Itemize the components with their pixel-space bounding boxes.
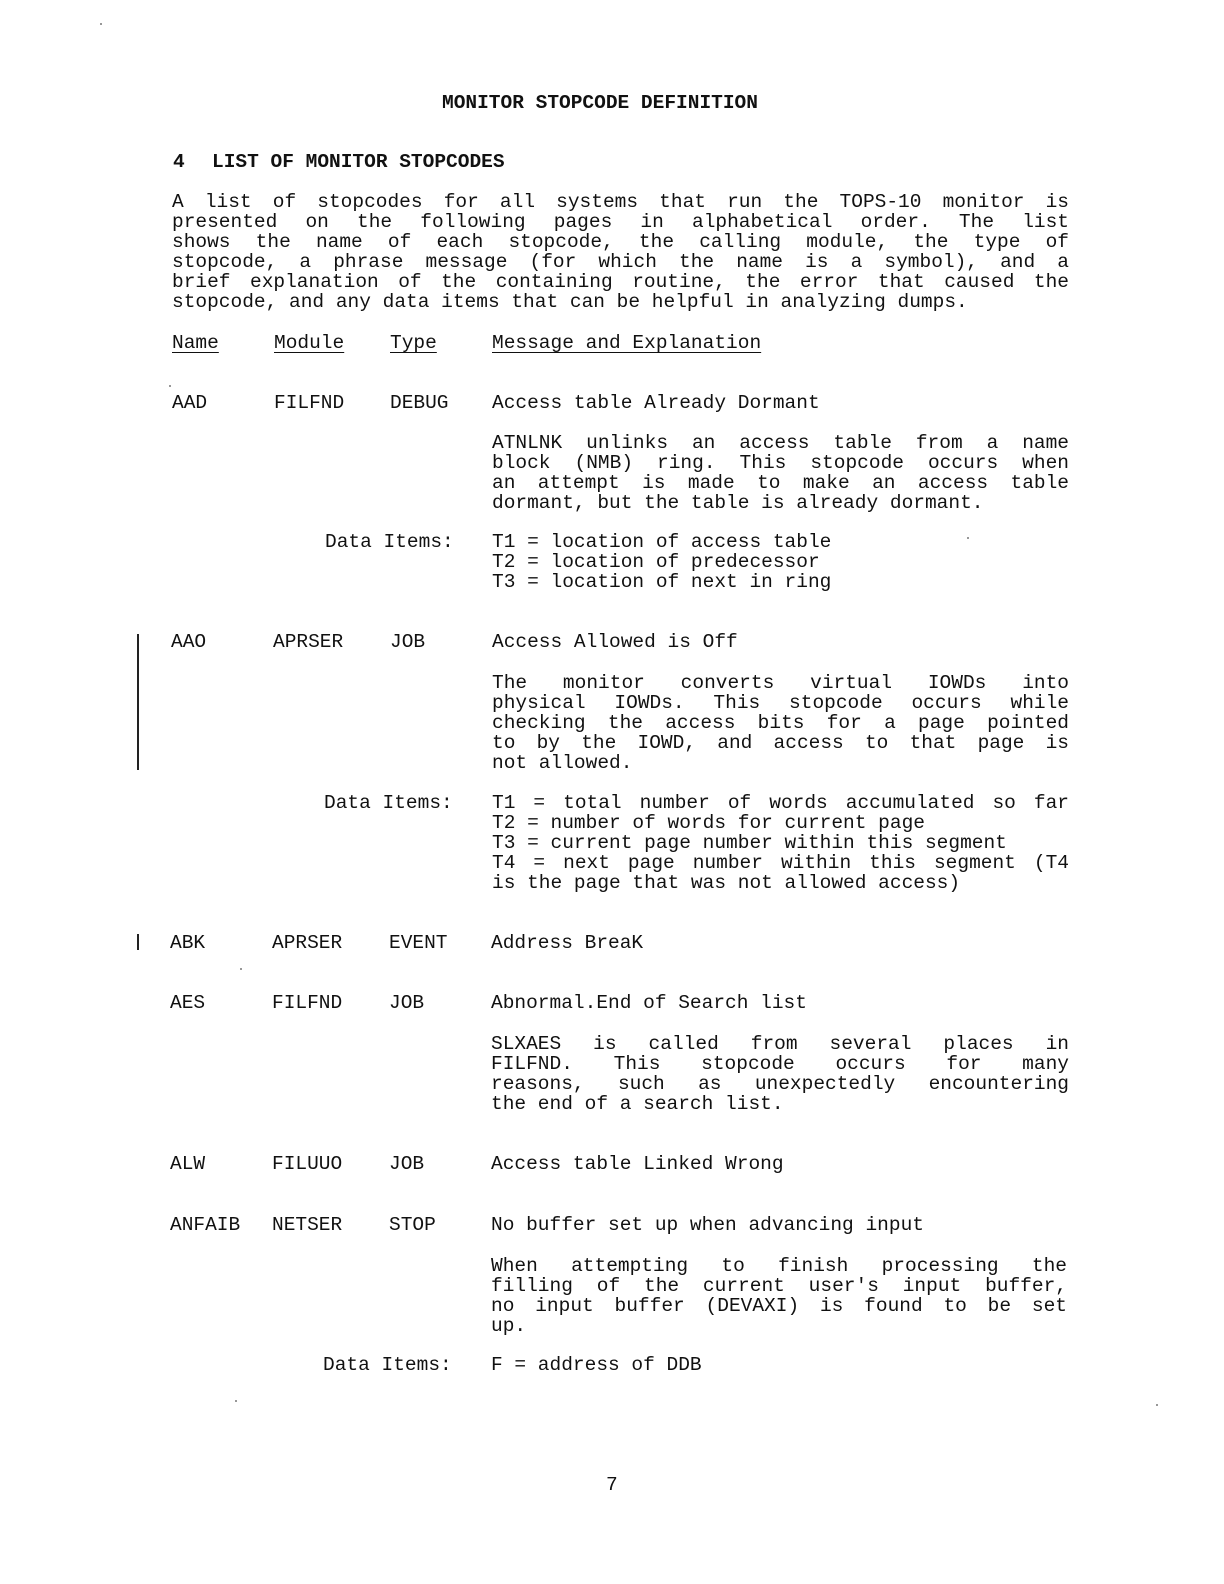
stopcode-name: AAD <box>172 392 208 414</box>
scan-speck <box>100 23 102 25</box>
explanation-line: up. <box>491 1315 527 1337</box>
change-bar <box>137 654 139 770</box>
explanation-line: to by the IOWD, and access to that page is <box>492 732 1069 754</box>
explanation-line: dormant, but the table is already dormant. <box>492 492 984 514</box>
page-number: 7 <box>606 1474 618 1496</box>
stopcode-explanation <box>492 433 1069 513</box>
stopcode-name: AES <box>170 992 206 1014</box>
page-title: MONITOR STOPCODE DEFINITION <box>442 92 758 114</box>
stopcode-type: EVENT <box>389 932 448 954</box>
intro-line: presented on the following pages in alphabetical order. The list <box>172 211 1069 233</box>
stopcode-name: AAO <box>171 631 207 653</box>
explanation-line: physical IOWDs. This stopcode occurs while <box>492 692 1069 714</box>
section-title: LIST OF MONITOR STOPCODES <box>212 151 505 173</box>
data-items-label: Data Items: <box>323 1354 452 1376</box>
data-items-label: Data Items: <box>324 792 453 814</box>
data-items-list <box>492 793 1069 893</box>
stopcode-name: ABK <box>170 932 206 954</box>
data-item: T3 = current page number within this segment <box>492 832 1007 854</box>
section-number: 4 <box>173 151 185 173</box>
explanation-line: When attempting to finish processing the <box>491 1255 1067 1277</box>
stopcode-module: APRSER <box>272 932 343 954</box>
stopcode-type: STOP <box>389 1214 436 1236</box>
data-item: T2 = location of predecessor <box>492 551 820 573</box>
intro-paragraph <box>172 192 1069 312</box>
explanation-line: block (NMB) ring. This stopcode occurs when <box>492 452 1069 474</box>
stopcode-module: FILFND <box>272 992 343 1014</box>
explanation-line: checking the access bits for a page pointed <box>492 712 1069 734</box>
stopcode-explanation <box>491 1034 1069 1114</box>
intro-line: brief explanation of the containing routine, the error that caused the <box>172 271 1069 293</box>
data-item: is the page that was not allowed access) <box>492 872 961 894</box>
data-items-list <box>492 532 1069 592</box>
data-item: T2 = number of words for current page <box>492 812 925 834</box>
column-header-type: Type <box>390 332 437 354</box>
scan-speck <box>967 537 969 539</box>
explanation-line: filling of the current user's input buffer, <box>491 1275 1067 1297</box>
stopcode-explanation <box>491 1256 1067 1336</box>
explanation-line: reasons, such as unexpectedly encountering <box>491 1073 1069 1095</box>
stopcode-type: DEBUG <box>390 392 449 414</box>
scan-speck <box>240 968 242 970</box>
column-header-message: Message and Explanation <box>492 332 762 354</box>
stopcode-message: Access Allowed is Off <box>492 631 738 653</box>
data-item: T1 = total number of words accumulated so far <box>492 792 1069 814</box>
intro-line: stopcode, and any data items that can be helpful in analyzing dumps. <box>172 291 968 313</box>
change-bar <box>137 934 139 950</box>
scan-speck <box>235 1400 237 1402</box>
explanation-line: SLXAES is called from several places in <box>491 1033 1069 1055</box>
stopcode-message: Address BreaK <box>491 932 644 954</box>
stopcode-module: FILFND <box>274 392 345 414</box>
stopcode-type: JOB <box>390 631 426 653</box>
intro-line: shows the name of each stopcode, the calling module, the type of <box>172 231 1069 253</box>
column-header-name: Name <box>172 332 219 354</box>
stopcode-name: ANFAIB <box>170 1214 241 1236</box>
data-item: T3 = location of next in ring <box>492 571 832 593</box>
scan-speck <box>169 385 171 387</box>
intro-line: stopcode, a phrase message (for which the name is a symbol), and a <box>172 251 1069 273</box>
data-item: T1 = location of access table <box>492 531 832 553</box>
stopcode-message: Access table Already Dormant <box>492 392 820 414</box>
explanation-line: the end of a search list. <box>491 1093 784 1115</box>
explanation-line: no input buffer (DEVAXI) is found to be set <box>491 1295 1067 1317</box>
column-header-module: Module <box>274 332 345 354</box>
stopcode-type: JOB <box>389 992 425 1014</box>
stopcode-message: Access table Linked Wrong <box>491 1153 784 1175</box>
data-item: F = address of DDB <box>491 1354 702 1376</box>
explanation-line: not allowed. <box>492 752 633 774</box>
stopcode-module: NETSER <box>272 1214 343 1236</box>
intro-line: A list of stopcodes for all systems that run the TOPS-10 monitor is <box>172 191 1069 213</box>
stopcode-module: FILUUO <box>272 1153 343 1175</box>
explanation-line: FILFND. This stopcode occurs for many <box>491 1053 1069 1075</box>
stopcode-explanation <box>492 673 1069 773</box>
explanation-line: an attempt is made to make an access table <box>492 472 1069 494</box>
stopcode-name: ALW <box>170 1153 206 1175</box>
stopcode-type: JOB <box>389 1153 425 1175</box>
data-items-label: Data Items: <box>325 531 454 553</box>
stopcode-message: Abnormal.End of Search list <box>491 992 807 1014</box>
explanation-line: ATNLNK unlinks an access table from a name <box>492 432 1069 454</box>
explanation-line: The monitor converts virtual IOWDs into <box>492 672 1069 694</box>
change-bar <box>137 634 139 656</box>
stopcode-message: No buffer set up when advancing input <box>491 1214 924 1236</box>
data-item: T4 = next page number within this segment (T4 <box>492 852 1069 874</box>
scan-speck <box>1156 1404 1158 1406</box>
data-items-list <box>491 1355 1067 1375</box>
stopcode-module: APRSER <box>273 631 344 653</box>
